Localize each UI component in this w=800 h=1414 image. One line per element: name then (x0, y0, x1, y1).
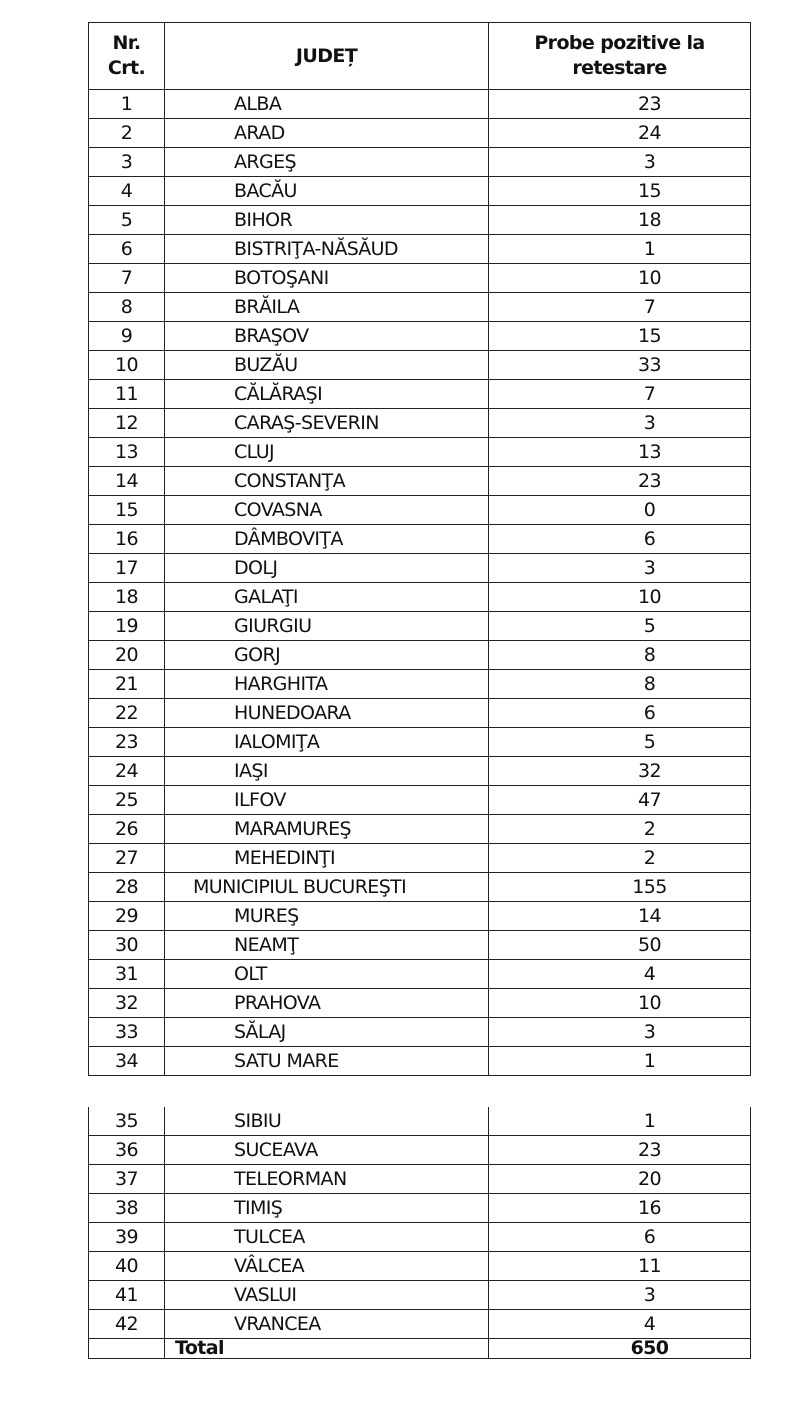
judet-cell: ALBA (165, 90, 489, 119)
value-cell: 1 (489, 1047, 751, 1076)
table-row (89, 496, 751, 525)
table-row (89, 380, 751, 409)
value-cell: 14 (489, 902, 751, 931)
nr-cell: 3 (89, 148, 165, 177)
table-row (89, 612, 751, 641)
nr-cell: 30 (89, 931, 165, 960)
value-cell: 33 (489, 351, 751, 380)
nr-cell: 20 (89, 641, 165, 670)
judet-cell: ILFOV (165, 786, 489, 815)
judet-cell: CONSTANŢA (165, 467, 489, 496)
table-row (89, 119, 751, 148)
value-cell: 32 (489, 757, 751, 786)
judet-cell: MUREŞ (165, 902, 489, 931)
nr-cell: 13 (89, 438, 165, 467)
nr-cell: 27 (89, 844, 165, 873)
header-nr-crt (89, 23, 165, 90)
judet-cell: TIMIŞ (165, 1194, 489, 1223)
judet-cell: ARAD (165, 119, 489, 148)
header-nr-line1: Nr. (112, 32, 141, 55)
table-row (89, 1107, 751, 1136)
table-row (89, 844, 751, 873)
nr-cell: 39 (89, 1223, 165, 1252)
judet-cell: GIURGIU (165, 612, 489, 641)
table-row (89, 786, 751, 815)
table-row (89, 1047, 751, 1076)
judet-cell: NEAMŢ (165, 931, 489, 960)
judet-cell: SUCEAVA (165, 1136, 489, 1165)
judet-cell: MUNICIPIUL BUCUREŞTI (165, 873, 489, 902)
judet-cell: BRAŞOV (165, 322, 489, 351)
judet-cell: GORJ (165, 641, 489, 670)
value-cell: 15 (489, 177, 751, 206)
value-cell: 16 (489, 1194, 751, 1223)
value-cell: 24 (489, 119, 751, 148)
nr-cell: 42 (89, 1310, 165, 1339)
value-cell: 2 (489, 844, 751, 873)
table-row (89, 1165, 751, 1194)
nr-cell: 26 (89, 815, 165, 844)
nr-cell: 29 (89, 902, 165, 931)
nr-cell: 2 (89, 119, 165, 148)
value-cell: 50 (489, 931, 751, 960)
table-row (89, 670, 751, 699)
judet-cell: SATU MARE (165, 1047, 489, 1076)
judet-cell: SĂLAJ (165, 1018, 489, 1047)
judet-cell: VRANCEA (165, 1310, 489, 1339)
nr-cell: 33 (89, 1018, 165, 1047)
judet-cell: DOLJ (165, 554, 489, 583)
nr-cell: 38 (89, 1194, 165, 1223)
value-cell: 18 (489, 206, 751, 235)
value-cell: 15 (489, 322, 751, 351)
nr-cell: 9 (89, 322, 165, 351)
judet-cell: TULCEA (165, 1223, 489, 1252)
nr-cell: 41 (89, 1281, 165, 1310)
judet-cell: GALAŢI (165, 583, 489, 612)
nr-cell: 5 (89, 206, 165, 235)
judet-cell: ARGEŞ (165, 148, 489, 177)
total-nr-cell (89, 1339, 165, 1359)
value-cell: 5 (489, 728, 751, 757)
value-cell: 3 (489, 1018, 751, 1047)
nr-cell: 12 (89, 409, 165, 438)
value-cell: 10 (489, 264, 751, 293)
nr-cell: 25 (89, 786, 165, 815)
nr-cell: 22 (89, 699, 165, 728)
table-body-part2 (89, 1107, 751, 1339)
judet-cell: CĂLĂRAŞI (165, 380, 489, 409)
header-judet: JUDEȚ (165, 23, 489, 90)
value-cell: 1 (489, 1107, 751, 1136)
table-row (89, 177, 751, 206)
value-cell: 10 (489, 989, 751, 1018)
county-table-part2 (88, 1107, 751, 1359)
judet-cell: SIBIU (165, 1107, 489, 1136)
judet-cell: CLUJ (165, 438, 489, 467)
judet-cell: VÂLCEA (165, 1252, 489, 1281)
nr-cell: 24 (89, 757, 165, 786)
nr-cell: 35 (89, 1107, 165, 1136)
judet-cell: BIHOR (165, 206, 489, 235)
header-probe-pozitive (489, 23, 751, 90)
nr-cell: 34 (89, 1047, 165, 1076)
county-table-part1 (88, 22, 751, 1076)
value-cell: 3 (489, 554, 751, 583)
nr-cell: 16 (89, 525, 165, 554)
table-row (89, 235, 751, 264)
table-row (89, 931, 751, 960)
table-row (89, 757, 751, 786)
total-row (89, 1339, 751, 1359)
table-row (89, 728, 751, 757)
table-row (89, 90, 751, 119)
header-probe-line2: retestare (572, 57, 667, 79)
nr-cell: 8 (89, 293, 165, 322)
value-cell: 1 (489, 235, 751, 264)
value-cell: 23 (489, 467, 751, 496)
nr-cell: 19 (89, 612, 165, 641)
nr-cell: 7 (89, 264, 165, 293)
value-cell: 23 (489, 1136, 751, 1165)
table-row (89, 699, 751, 728)
value-cell: 0 (489, 496, 751, 525)
judet-cell: HARGHITA (165, 670, 489, 699)
table-row (89, 1281, 751, 1310)
table-row (89, 438, 751, 467)
table-header-row (89, 23, 751, 90)
nr-cell: 23 (89, 728, 165, 757)
judet-cell: HUNEDOARA (165, 699, 489, 728)
table-row (89, 873, 751, 902)
nr-cell: 15 (89, 496, 165, 525)
table-row (89, 322, 751, 351)
judet-cell: BRĂILA (165, 293, 489, 322)
value-cell: 23 (489, 90, 751, 119)
value-cell: 6 (489, 699, 751, 728)
table-row (89, 1310, 751, 1339)
value-cell: 8 (489, 670, 751, 699)
nr-cell: 36 (89, 1136, 165, 1165)
value-cell: 5 (489, 612, 751, 641)
value-cell: 7 (489, 380, 751, 409)
nr-cell: 1 (89, 90, 165, 119)
judet-cell: PRAHOVA (165, 989, 489, 1018)
judet-cell: COVASNA (165, 496, 489, 525)
judet-cell: CARAŞ-SEVERIN (165, 409, 489, 438)
table-row (89, 554, 751, 583)
value-cell: 47 (489, 786, 751, 815)
nr-cell: 21 (89, 670, 165, 699)
table-row (89, 815, 751, 844)
table-row (89, 583, 751, 612)
value-cell: 6 (489, 1223, 751, 1252)
judet-cell: TELEORMAN (165, 1165, 489, 1194)
table-row (89, 1252, 751, 1281)
total-label: Total (165, 1339, 489, 1359)
judet-cell: BOTOŞANI (165, 264, 489, 293)
table-row (89, 351, 751, 380)
nr-cell: 6 (89, 235, 165, 264)
value-cell: 155 (489, 873, 751, 902)
table-row (89, 293, 751, 322)
value-cell: 3 (489, 409, 751, 438)
nr-cell: 4 (89, 177, 165, 206)
header-probe-line1: Probe pozitive la (534, 32, 705, 55)
value-cell: 8 (489, 641, 751, 670)
table-row (89, 1223, 751, 1252)
judet-cell: VASLUI (165, 1281, 489, 1310)
header-nr-line2: Crt. (107, 57, 146, 79)
nr-cell: 14 (89, 467, 165, 496)
judet-cell: BACĂU (165, 177, 489, 206)
table-row (89, 1136, 751, 1165)
table-row (89, 1018, 751, 1047)
judet-cell: IALOMIŢA (165, 728, 489, 757)
nr-cell: 18 (89, 583, 165, 612)
table-body-part1 (89, 90, 751, 1076)
nr-cell: 31 (89, 960, 165, 989)
table-row (89, 467, 751, 496)
table-row (89, 206, 751, 235)
judet-cell: OLT (165, 960, 489, 989)
value-cell: 20 (489, 1165, 751, 1194)
nr-cell: 11 (89, 380, 165, 409)
table-row (89, 264, 751, 293)
value-cell: 4 (489, 1310, 751, 1339)
value-cell: 13 (489, 438, 751, 467)
table-row (89, 641, 751, 670)
value-cell: 4 (489, 960, 751, 989)
nr-cell: 37 (89, 1165, 165, 1194)
value-cell: 3 (489, 148, 751, 177)
judet-cell: DÂMBOVIŢA (165, 525, 489, 554)
nr-cell: 17 (89, 554, 165, 583)
nr-cell: 40 (89, 1252, 165, 1281)
table-row (89, 989, 751, 1018)
table-row (89, 1194, 751, 1223)
value-cell: 11 (489, 1252, 751, 1281)
value-cell: 10 (489, 583, 751, 612)
nr-cell: 28 (89, 873, 165, 902)
table-row (89, 902, 751, 931)
value-cell: 7 (489, 293, 751, 322)
nr-cell: 32 (89, 989, 165, 1018)
value-cell: 6 (489, 525, 751, 554)
judet-cell: BUZĂU (165, 351, 489, 380)
judet-cell: BISTRIŢA-NĂSĂUD (165, 235, 489, 264)
judet-cell: MARAMUREŞ (165, 815, 489, 844)
judet-cell: MEHEDINŢI (165, 844, 489, 873)
value-cell: 3 (489, 1281, 751, 1310)
value-cell: 2 (489, 815, 751, 844)
table-row (89, 960, 751, 989)
total-value: 650 (489, 1339, 751, 1359)
table-row (89, 148, 751, 177)
judet-cell: IAŞI (165, 757, 489, 786)
table-row (89, 525, 751, 554)
table-row (89, 409, 751, 438)
nr-cell: 10 (89, 351, 165, 380)
